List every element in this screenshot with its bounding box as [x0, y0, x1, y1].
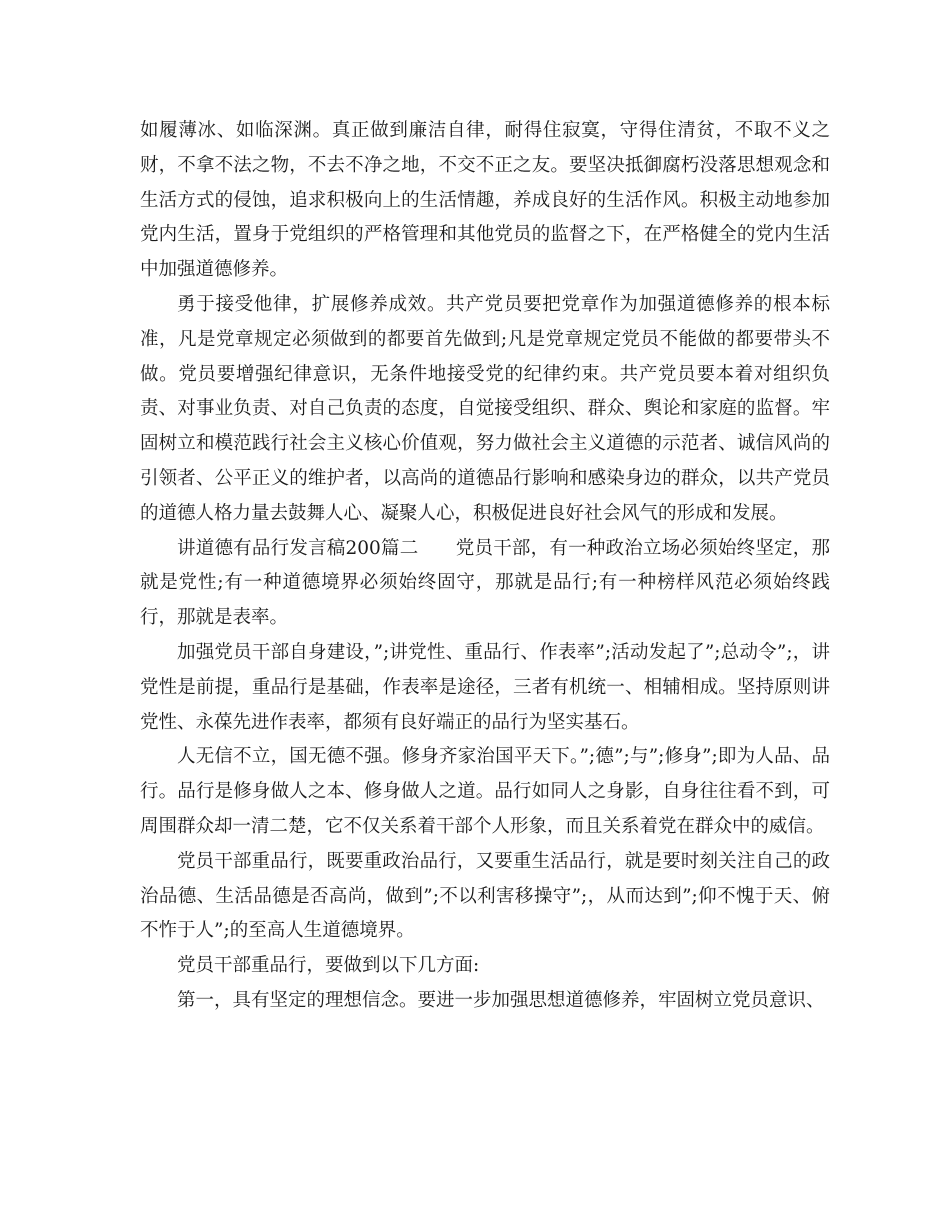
section-two-intro: 党员干部，有一种政治立场必须始终坚定，那就是党性;有一种道德境界必须始终固守，那就是品行;有一种榜样风范必须始终践行，那就是表率。: [140, 537, 830, 629]
document-body: [140, 114, 830, 1019]
paragraph-self-building: 加强党员干部自身建设，”;讲党性、重品行、作表率”;活动发起了”;总动令”;，讲党性是前提，重品行是基础，作表率是途径，三者有机统一、相辅相成。坚持原则讲党性、永葆先进作表率，都须有良好端正的品行为坚实基石。: [140, 641, 830, 733]
paragraph-aspects-intro: 党员干部重品行，要做到以下几方面:: [177, 955, 480, 977]
section-title: 讲道德有品行发言稿200篇二: [177, 537, 419, 559]
paragraph-political-conduct: 党员干部重品行，既要重政治品行，又要重生活品行，就是要时刻关注自己的政治品德、生活品德是否高尚，做到”;不以利害移操守”;，从而达到”;仰不愧于天、俯不怍于人”;的至高人生道德境界。: [140, 850, 830, 942]
paragraph-integrity: 人无信不立，国无德不强。修身齐家治国平天下。”;德”;与”;修身”;即为人品、品行。品行是修身做人之本、修身做人之道。品行如同人之身影，自身往往看不到，可周围群众却一清二楚，它不仅关系着干部个人形象，而且关系着党在群众中的威信。: [140, 746, 830, 837]
paragraph-section-two: [140, 532, 830, 636]
paragraph-external-discipline: 勇于接受他律，扩展修养成效。共产党员要把党章作为加强道德修养的根本标准，凡是党章规定必须做到的都要首先做到;凡是党章规定党员不能做的都要带头不做。党员要增强纪律意识，无条件地接受党的纪律约束。共产党员要本着对组织负责、对事业负责、对自己负责的态度，自觉接受组织、群众、舆论和家庭的监督。牢固树立和模范践行社会主义核心价值观，努力做社会主义道德的示范者、诚信风尚的引领者、公平正义的维护者，以高尚的道德品行影响和感染身边的群众，以共产党员的道德人格力量去鼓舞人心、凝聚人心，积极促进良好社会风气的形成和发展。: [140, 293, 830, 524]
paragraph-first-point: 第一，具有坚定的理想信念。要进一步加强思想道德修养，牢固树立党员意识、: [177, 989, 825, 1011]
paragraph-continuation: 如履薄冰、如临深渊。真正做到廉洁自律，耐得住寂寞，守得住清贫，不取不义之财，不拿不法之物，不去不净之地，不交不正之友。要坚决抵御腐朽没落思想观念和生活方式的侵蚀，追求积极向上的生活情趣，养成良好的生活作风。积极主动地参加党内生活，置身于党组织的严格管理和其他党员的监督之下，在严格健全的党内生活中加强道德修养。: [140, 120, 830, 281]
